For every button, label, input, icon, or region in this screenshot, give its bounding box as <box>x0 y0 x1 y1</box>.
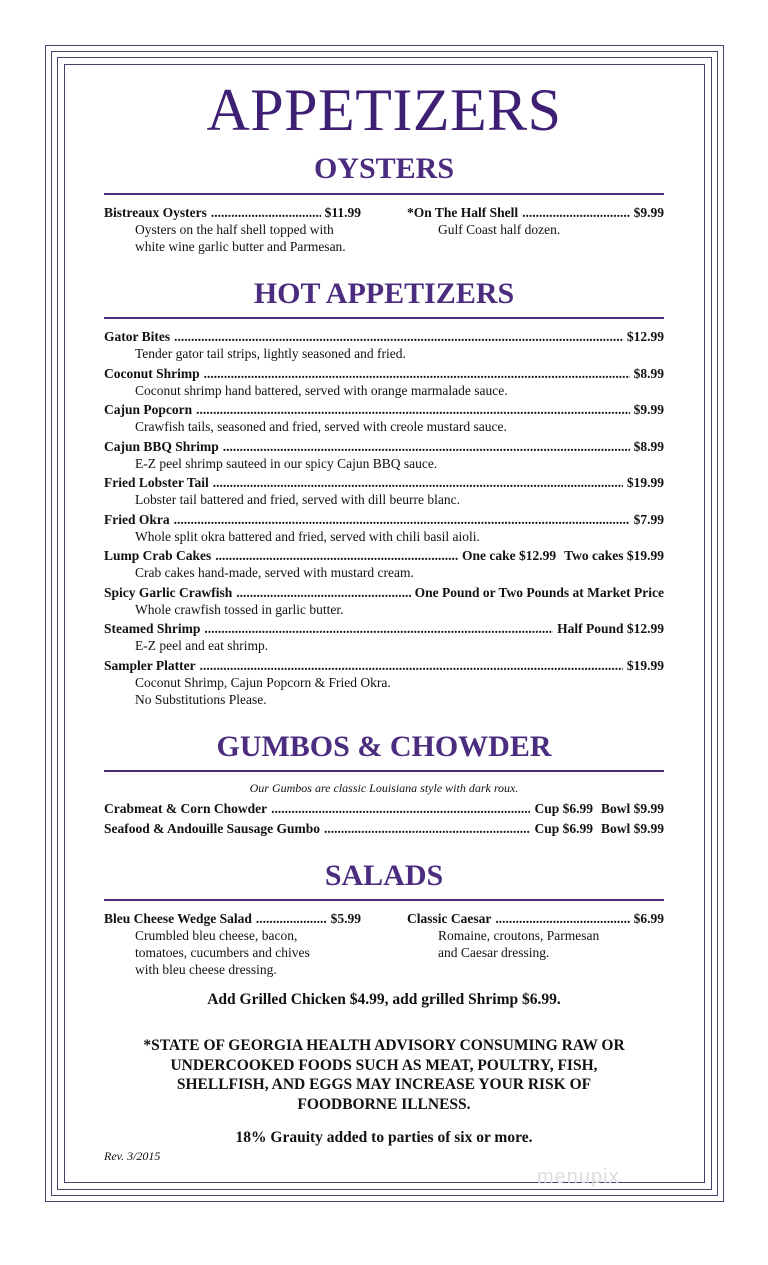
menu-item <box>407 910 664 961</box>
watermark: menupix <box>537 1166 620 1188</box>
menu-item <box>104 474 664 511</box>
item-description: Gulf Coast half dozen. <box>438 222 561 237</box>
item-name: Crabmeat & Corn Chowder <box>104 801 268 816</box>
item-price: $11.99 <box>324 205 361 220</box>
item-name: Sampler Platter <box>104 657 196 673</box>
item-name: Bistreaux Oysters <box>104 205 207 220</box>
gratuity-note: 18% Grauity added to parties of six or more. <box>235 1129 533 1146</box>
item-name: Lump Crab Cakes <box>104 548 212 563</box>
menu-item <box>104 204 361 255</box>
item-price: $19.99 <box>626 657 664 673</box>
item-name: Spicy Garlic Crawfish <box>104 584 233 600</box>
item-description: Crumbled bleu cheese, bacon, <box>135 928 298 943</box>
item-price: $12.99 <box>626 329 664 344</box>
item-price: $9.99 <box>633 402 664 417</box>
item-name: Coconut Shrimp <box>104 365 200 381</box>
item-description: Coconut shrimp hand battered, served with orange marmalade sauce. <box>135 382 508 398</box>
revision-date: Rev. 3/2015 <box>104 1149 161 1163</box>
item-name: Cajun Popcorn <box>104 402 193 417</box>
item-name: Cajun BBQ Shrimp <box>104 438 219 454</box>
item-description: white wine garlic butter and Parmesan. <box>135 239 346 254</box>
item-description: Whole crawfish tossed in garlic butter. <box>135 601 344 617</box>
item-price: $6.99 <box>633 911 664 926</box>
menu-item <box>104 547 664 584</box>
advisory-line: UNDERCOOKED FOODS SUCH AS MEAT, POULTRY, FISH, <box>170 1056 598 1074</box>
item-price: Half Pound $12.99 <box>557 621 664 636</box>
item-price-secondary: Bowl $9.99 <box>600 821 664 836</box>
menu-item <box>407 204 664 238</box>
item-price: $8.99 <box>633 438 664 454</box>
page-title: APPETIZERS <box>206 77 562 143</box>
item-price: $7.99 <box>633 511 664 527</box>
menu-item <box>104 328 664 365</box>
divider <box>104 770 664 772</box>
item-price-secondary: Two cakes $19.99 <box>564 548 664 563</box>
item-name: Fried Lobster Tail <box>104 475 209 490</box>
item-description: Crab cakes hand-made, served with mustard cream. <box>135 565 414 580</box>
item-description: Crawfish tails, seasoned and fried, served with creole mustard sauce. <box>135 419 507 434</box>
item-price: $5.99 <box>330 911 361 926</box>
section-heading-gumbos: GUMBOS & CHOWDER <box>216 730 552 763</box>
item-description: Lobster tail battered and fried, served with dill beurre blanc. <box>135 492 461 507</box>
item-name: Seafood & Andouille Sausage Gumbo <box>104 821 321 836</box>
item-description: with bleu cheese dressing. <box>135 962 277 977</box>
advisory-line: *STATE OF GEORGIA HEALTH ADVISORY CONSUMING RAW OR <box>143 1037 625 1054</box>
item-description: Romaine, croutons, Parmesan <box>438 928 600 943</box>
item-name: Bleu Cheese Wedge Salad <box>104 911 252 926</box>
item-description: Whole split okra battered and fried, served with chili basil aioli. <box>135 528 480 544</box>
gumbo-note: Our Gumbos are classic Louisiana style with dark roux. <box>249 781 519 795</box>
menu-item <box>104 401 664 438</box>
item-description: E-Z peel and eat shrimp. <box>135 638 269 653</box>
item-description: Coconut Shrimp, Cajun Popcorn & Fried Okra. <box>135 674 391 690</box>
menu-item <box>104 620 664 657</box>
hot-appetizers-list <box>104 328 664 708</box>
item-description: Tender gator tail strips, lightly seasoned and fried. <box>135 346 406 361</box>
item-description: Oysters on the half shell topped with <box>135 222 334 237</box>
item-name: Gator Bites <box>104 329 171 344</box>
section-heading-salads: SALADS <box>324 859 444 892</box>
item-price: One Pound or Two Pounds at Market Price <box>414 584 664 600</box>
menu-item <box>104 511 664 548</box>
menu-item <box>104 657 664 708</box>
item-price: $9.99 <box>633 205 664 220</box>
salad-addon: Add Grilled Chicken $4.99, add grilled Shrimp $6.99. <box>207 991 561 1008</box>
advisory-line: SHELLFISH, AND EGGS MAY INCREASE YOUR RISK OF <box>176 1076 592 1093</box>
menu-item <box>104 584 664 621</box>
menu-item <box>104 800 664 820</box>
item-description: E-Z peel shrimp sauteed in our spicy Cajun BBQ sauce. <box>135 455 438 471</box>
section-heading-hot-appetizers: HOT APPETIZERS <box>253 277 515 310</box>
gumbos-list <box>104 800 664 837</box>
divider <box>104 899 664 901</box>
menu-item <box>104 438 664 475</box>
item-name: Classic Caesar <box>407 911 492 926</box>
item-price: $19.99 <box>626 475 664 490</box>
menu-item <box>104 910 361 978</box>
divider <box>104 317 664 319</box>
divider <box>104 193 664 195</box>
item-description: No Substitutions Please. <box>135 691 267 707</box>
menu-item <box>104 365 664 402</box>
advisory-line: FOODBORNE ILLNESS. <box>297 1095 471 1113</box>
item-price: $8.99 <box>633 365 664 381</box>
item-name: Steamed Shrimp <box>104 621 201 636</box>
menu-item <box>104 820 664 837</box>
item-name: *On The Half Shell <box>407 205 519 220</box>
item-price-secondary: Bowl $9.99 <box>600 801 664 816</box>
item-description: and Caesar dressing. <box>438 945 550 960</box>
health-advisory <box>0 1036 768 1114</box>
item-price: Cup $6.99 <box>534 801 593 816</box>
item-description: tomatoes, cucumbers and chives <box>135 945 310 960</box>
item-name: Fried Okra <box>104 511 170 527</box>
item-price: One cake $12.99 <box>462 548 557 563</box>
section-heading-oysters: OYSTERS <box>313 152 455 185</box>
item-price: Cup $6.99 <box>534 821 593 836</box>
